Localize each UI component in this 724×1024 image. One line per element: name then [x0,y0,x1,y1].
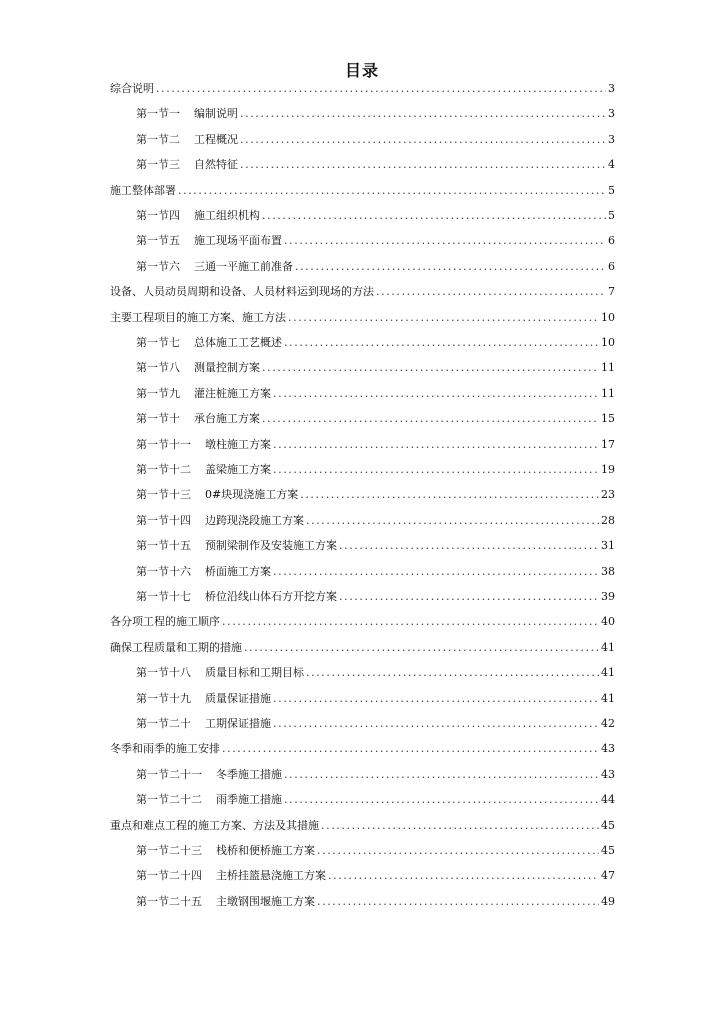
toc-page-number: 41 [601,640,615,654]
toc-entry[interactable] [136,335,615,351]
toc-page-number: 5 [608,209,615,222]
toc-dot-leader [284,233,606,249]
toc-entry[interactable] [136,538,615,554]
toc-dot-leader [295,259,606,275]
toc-dot-leader [339,589,599,605]
toc-dot-leader [300,487,599,503]
toc-entry[interactable] [136,132,615,148]
toc-entry-title: 质量目标和工期目标 [205,666,304,680]
toc-entry-title: 施工整体部署 [110,183,176,197]
toc-entry[interactable] [110,183,615,199]
toc-section-number: 第一节十 [136,412,180,426]
toc-entry[interactable] [136,437,615,453]
toc-section-number: 第一节十二 [136,463,191,476]
toc-section-number: 第一节十五 [136,539,191,553]
toc-page-number: 45 [601,818,615,832]
toc-entry-title: 预制梁制作及安装施工方案 [205,539,337,553]
toc-entry[interactable] [110,741,615,757]
toc-section-number: 第一节十九 [136,691,191,705]
toc-dot-leader [273,691,599,707]
toc-section-number: 第一节三 [136,158,180,172]
toc-dot-leader [244,640,599,656]
toc-section-number: 第一节七 [136,336,180,349]
toc-page-number: 42 [601,717,615,730]
toc-entry[interactable] [136,767,615,783]
toc-entry[interactable] [136,233,615,249]
toc-entry[interactable] [136,208,615,224]
toc-page-number: 10 [601,336,615,349]
toc-entry[interactable] [136,589,615,605]
toc-dot-leader [240,132,606,148]
toc-dot-leader [376,284,606,300]
toc-dot-leader [156,81,606,97]
toc-dot-leader [273,462,599,478]
toc-section-number: 第一节十八 [136,666,191,680]
toc-page-number: 6 [608,259,615,273]
toc-page-number: 19 [601,463,615,476]
toc-page-number: 23 [601,488,615,502]
toc-page-number: 47 [601,869,615,883]
toc-entry-title: 确保工程质量和工期的措施 [110,640,242,654]
toc-page-number: 31 [601,539,615,553]
toc-entry[interactable] [136,792,615,808]
toc-dot-leader [284,792,599,808]
toc-page-number: 45 [601,844,615,857]
toc-entry-title: 施工组织机构 [194,209,260,222]
toc-dot-leader [240,157,606,173]
toc-entry[interactable] [136,360,615,376]
toc-dot-leader [262,411,599,427]
toc-dot-leader [262,360,599,376]
toc-entry-title: 桥位沿线山体石方开挖方案 [205,590,337,603]
toc-page-number: 5 [608,183,615,197]
toc-page-number: 39 [601,590,615,603]
toc-dot-leader [288,310,599,326]
toc-dot-leader [222,741,599,757]
toc-entry[interactable] [136,487,615,503]
toc-entry-title: 承台施工方案 [194,412,260,426]
toc-dot-leader [178,183,606,199]
toc-dot-leader [262,208,606,224]
toc-entry[interactable] [136,868,615,884]
toc-entry[interactable] [110,81,615,97]
toc-section-number: 第一节二 [136,132,180,146]
toc-entry[interactable] [110,818,615,834]
toc-dot-leader [222,614,599,630]
toc-page-number: 43 [601,767,615,781]
toc-entry[interactable] [136,665,615,681]
toc-entry-title: 冬季和雨季的施工安排 [110,742,220,756]
toc-dot-leader [240,106,606,122]
toc-entry-title: 边跨现浇段施工方案 [205,513,304,527]
toc-dot-leader [273,437,599,453]
toc-page-number: 38 [601,564,615,578]
toc-entry-title: 桥面施工方案 [205,564,271,578]
toc-dot-leader [284,767,599,783]
toc-entry-title: 冬季施工措施 [216,767,282,781]
toc-section-number: 第一节二十一 [136,767,202,781]
toc-entry[interactable] [136,259,615,275]
toc-page-number: 15 [601,412,615,426]
toc-entry-title: 三通一平施工前准备 [194,259,293,273]
toc-entry[interactable] [136,564,615,580]
toc-page-number: 6 [608,234,615,248]
toc-entry-title: 0#块现浇施工方案 [205,488,299,502]
toc-entry-title: 设备、人员动员周期和设备、人员材料运到现场的方法 [110,285,374,299]
toc-section-number: 第一节八 [136,361,180,375]
toc-entry[interactable] [136,106,615,122]
toc-page-number: 11 [601,386,615,400]
toc-entry-title: 综合说明 [110,82,154,95]
toc-entry-title: 墩柱施工方案 [205,437,271,451]
toc-section-number: 第一节十四 [136,513,191,527]
toc-section-number: 第一节二十四 [136,869,202,883]
toc-page-number: 3 [608,107,615,121]
toc-section-number: 第一节二十 [136,717,191,730]
toc-section-number: 第一节二十二 [136,793,202,807]
toc-section-number: 第一节二十五 [136,894,202,908]
toc-dot-leader [284,335,599,351]
toc-entry-title: 栈桥和便桥施工方案 [216,844,315,857]
toc-page-number: 7 [608,285,615,299]
toc-section-number: 第一节十三 [136,488,191,502]
toc-dot-leader [328,868,599,884]
toc-entry-title: 灌注桩施工方案 [194,386,271,400]
toc-entry-title: 盖梁施工方案 [205,463,271,476]
toc-dot-leader [273,564,599,580]
toc-entry-title: 自然特征 [194,158,238,172]
toc-entry-title: 雨季施工措施 [216,793,282,807]
toc-entry-title: 质量保证措施 [205,691,271,705]
toc-page-number: 41 [601,666,615,680]
toc-dot-leader [317,894,599,910]
toc-entry-title: 测量控制方案 [194,361,260,375]
toc-page-number: 3 [608,82,615,95]
toc-entry[interactable] [136,691,615,707]
toc-section-number: 第一节一 [136,107,180,121]
toc-entry-title: 总体施工工艺概述 [194,336,282,349]
toc-section-number: 第一节九 [136,386,180,400]
toc-entry-title: 施工现场平面布置 [194,234,282,248]
toc-page-number: 43 [601,742,615,756]
toc-dot-leader [273,716,599,732]
toc-section-number: 第一节十一 [136,437,191,451]
toc-entry-title: 主墩钢围堰施工方案 [216,894,315,908]
toc-page-number: 3 [608,132,615,146]
toc-page-number: 28 [601,513,615,527]
toc-dot-leader [273,386,599,402]
toc-entry[interactable] [136,843,615,859]
toc-entry[interactable] [136,716,615,732]
toc-entry[interactable] [110,284,615,300]
toc-section-number: 第一节十六 [136,564,191,578]
toc-entry[interactable] [136,157,615,173]
toc-page-number: 4 [608,158,615,172]
toc-entry-title: 重点和难点工程的施工方案、方法及其措施 [110,818,319,832]
toc-section-number: 第一节五 [136,234,180,248]
toc-entry-title: 主要工程项目的施工方案、施工方法 [110,310,286,324]
toc-entry-title: 工程概况 [194,132,238,146]
toc-page-number: 41 [601,691,615,705]
toc-page-number: 44 [601,793,615,807]
toc-entry[interactable] [136,513,615,529]
toc-entry-title: 编制说明 [194,107,238,121]
toc-dot-leader [317,843,599,859]
toc-title: 目录 [344,61,379,80]
toc-page-number: 11 [601,361,615,375]
toc-entry[interactable] [136,462,615,478]
toc-entry-title: 主桥挂篮悬浇施工方案 [216,869,326,883]
toc-section-number: 第一节十七 [136,590,191,603]
toc-section-number: 第一节六 [136,259,180,273]
toc-entry[interactable] [136,894,615,910]
toc-entry[interactable] [110,640,615,656]
toc-entry-title: 工期保证措施 [205,717,271,730]
toc-section-number: 第一节四 [136,209,180,222]
toc-dot-leader [306,513,599,529]
toc-dot-leader [339,538,599,554]
toc-dot-leader [321,818,599,834]
toc-dot-leader [306,665,599,681]
toc-entry[interactable] [110,310,615,326]
toc-page-number: 40 [601,615,615,629]
toc-entry-title: 各分项工程的施工顺序 [110,615,220,629]
toc-page-number: 10 [601,310,615,324]
toc-section-number: 第一节二十三 [136,844,202,857]
toc-page-number: 17 [601,437,615,451]
toc-entry[interactable] [136,386,615,402]
toc-entry[interactable] [110,614,615,630]
toc-entry[interactable] [136,411,615,427]
toc-page-number: 49 [601,894,615,908]
